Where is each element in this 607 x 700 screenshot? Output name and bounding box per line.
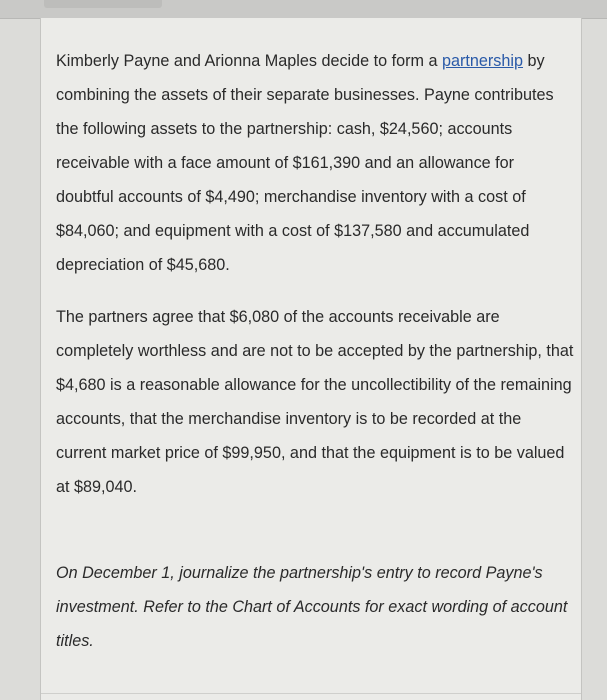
instructions-panel xyxy=(40,18,582,700)
instructions-tab[interactable] xyxy=(44,0,162,8)
divider xyxy=(41,693,581,694)
problem-text xyxy=(56,44,576,658)
paragraph-1-intro: Kimberly Payne and Arionna Maples decide to form a xyxy=(56,52,443,70)
instructions-header-bar xyxy=(0,0,607,19)
problem-paragraph-2: The partners agree that $6,080 of the accounts receivable are completely worthless and are not to be accepted by the partnership, that $4,680 is a reasonable allowance for the uncollectibility of the remaining accounts, that the merchandise inventory is to be recorded at the current market price of $99,950, and that the equipment is to be valued at $89,040. xyxy=(56,308,574,496)
instruction-text: On December 1, journalize the partnership's entry to record Payne's investment. Refer to the Chart of Accounts for exact wording of account titles. xyxy=(56,564,568,650)
partnership-link[interactable]: partnership xyxy=(442,52,524,70)
problem-paragraph-1 xyxy=(56,44,576,282)
paragraph-1-body: by combining the assets of their separate businesses. Payne contributes the following assets to the partnership: cash, $24,560; accounts receivable with a face amount of $161,390 and an allowance for doubtful accounts of $4,490; merchandise inventory with a cost of $84,060; and equipment with a cost of $137,580 and accumulated depreciation of $45,680. xyxy=(56,52,554,274)
